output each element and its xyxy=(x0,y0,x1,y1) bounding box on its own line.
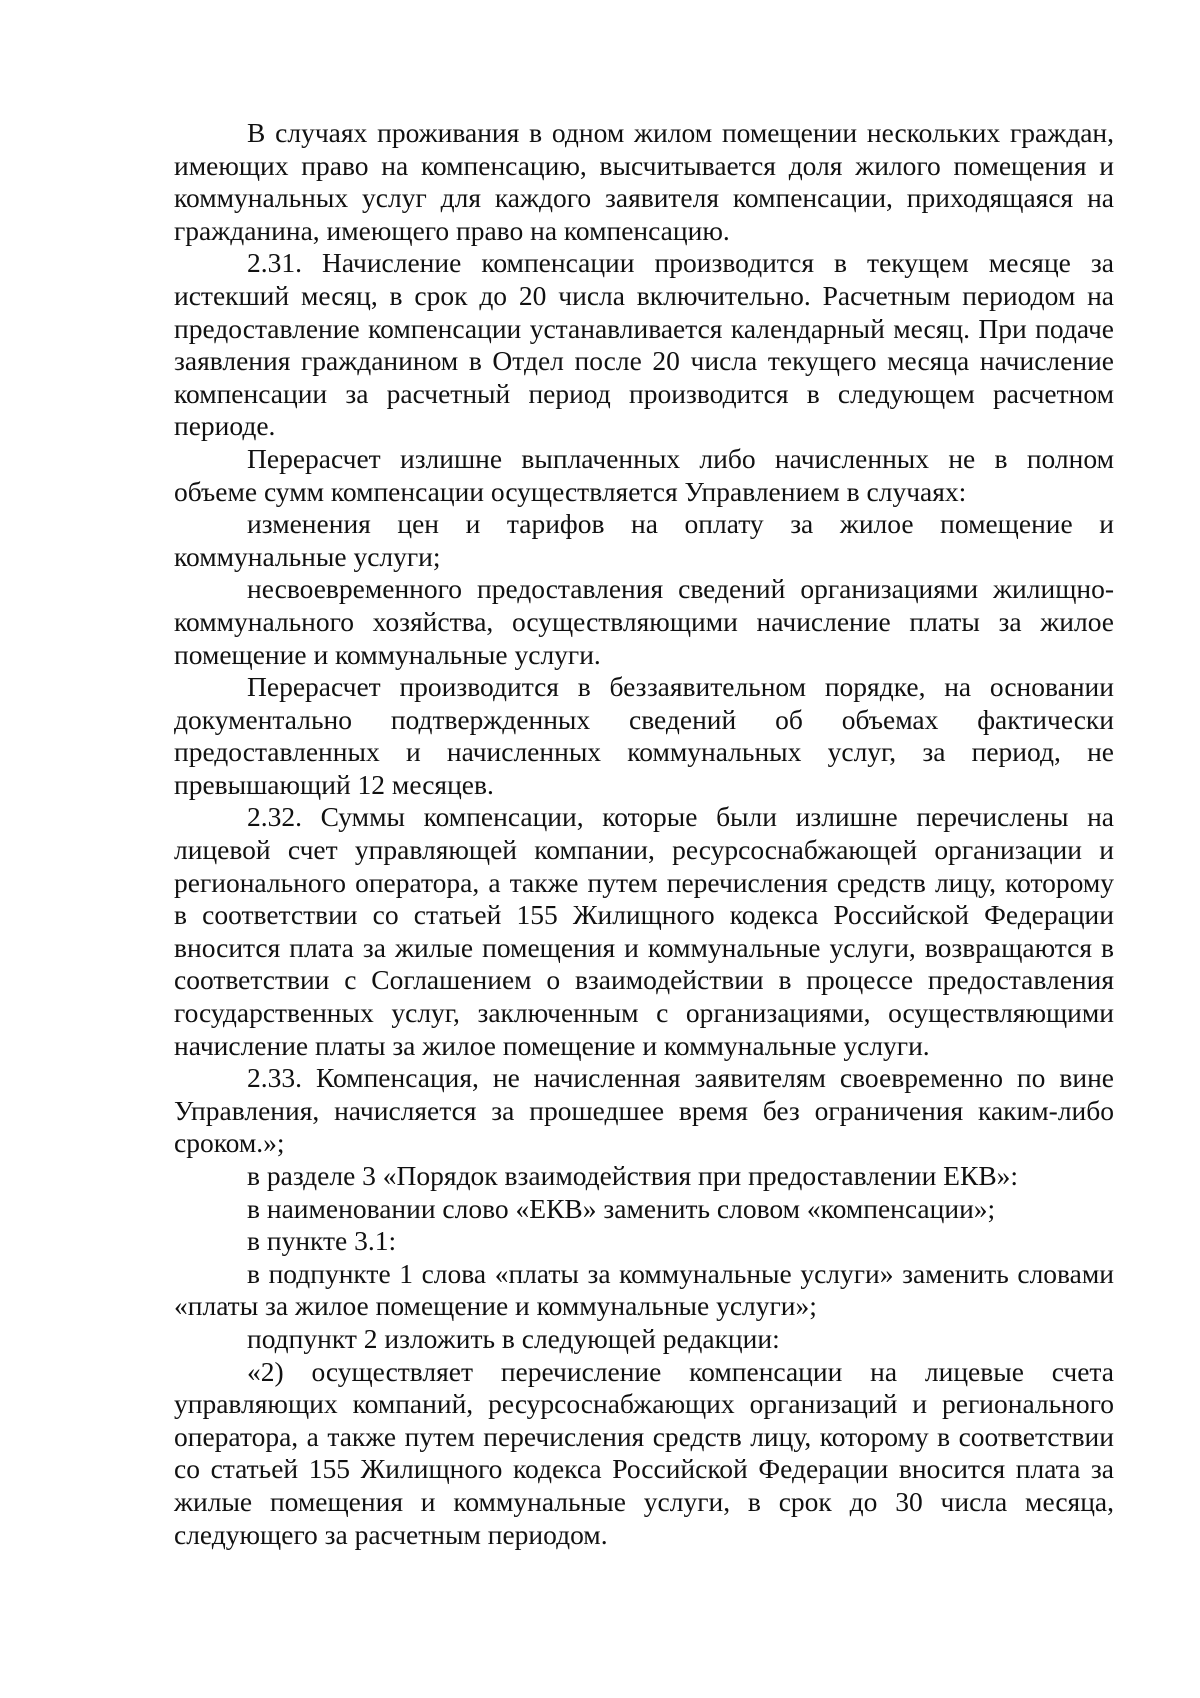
paragraph: в разделе 3 «Порядок взаимодействия при предоставлении ЕКВ»: xyxy=(247,1160,1019,1191)
paragraph: в подпункте 1 слова «платы за коммунальные услуги» заменить словами «платы за жилое помещение и коммунальные услуги»; xyxy=(174,1257,1114,1322)
paragraph: В случаях проживания в одном жилом помещении нескольких граждан, имеющих право на компенсацию, высчитывается доля жилого помещения и коммунальных услуг для каждого заявителя компенсации, приходящаяся на гражданина, имеющего право на компенсацию. xyxy=(174,117,1114,246)
document-body xyxy=(174,117,1114,1551)
paragraph: 2.33. Компенсация, не начисленная заявителям своевременно по вине Управления, начисляется за прошедшее время без ограничения каким-либо сроком.»; xyxy=(174,1062,1114,1159)
paragraph: в пункте 3.1: xyxy=(247,1225,397,1257)
paragraph: 2.31. Начисление компенсации производится в текущем месяце за истекший месяц, в срок до 20 числа включительно. Расчетным периодом на предоставление компенсации устанавливается календарный месяц. При подаче заявления гражданином в Отдел после 20 числа текущего месяца начисление компенсации за расчетный период производится в следующем расчетном периоде. xyxy=(174,247,1114,442)
paragraph: Перерасчет излишне выплаченных либо начисленных не в полном объеме сумм компенсации осуществляется Управлением в случаях: xyxy=(174,442,1114,507)
paragraph: «2) осуществляет перечисление компенсации на лицевые счета управляющих компаний, ресурсоснабжающих организаций и регионального оператора, а также путем перечисления средств лицу, которому в соответствии со статьей 155 Жилищного кодекса Российской Федерации вносится плата за жилые помещения и коммунальные услуги, в срок до 30 числа месяца, следующего за расчетным периодом. xyxy=(174,1355,1114,1550)
paragraph: Перерасчет производится в беззаявительном порядке, на основании документально подтвержденных сведений об объемах фактически предоставленных и начисленных коммунальных услуг, за период, не превышающий 12 месяцев. xyxy=(174,671,1114,800)
paragraph: несвоевременного предоставления сведений организациями жилищно-коммунального хозяйства, осуществляющими начисление платы за жилое помещение и коммунальные услуги. xyxy=(174,573,1114,670)
paragraph: подпункт 2 изложить в следующей редакции: xyxy=(247,1322,780,1354)
paragraph: в наименовании слово «ЕКВ» заменить словом «компенсации»; xyxy=(247,1192,996,1224)
paragraph: 2.32. Суммы компенсации, которые были излишне перечислены на лицевой счет управляющей компании, ресурсоснабжающей организации и регионального оператора, а также путем перечисления средств лицу, которому в соответствии со статьей 155 Жилищного кодекса Российской Федерации вносится плата за жилые помещения и коммунальные услуги, возвращаются в соответствии с Соглашением о взаимодействии в процессе предоставления государственных услуг, заключенным с организациями, осуществляющими начисление платы за жилое помещение и коммунальные услуги. xyxy=(174,801,1114,1061)
paragraph: изменения цен и тарифов на оплату за жилое помещение и коммунальные услуги; xyxy=(174,508,1114,572)
